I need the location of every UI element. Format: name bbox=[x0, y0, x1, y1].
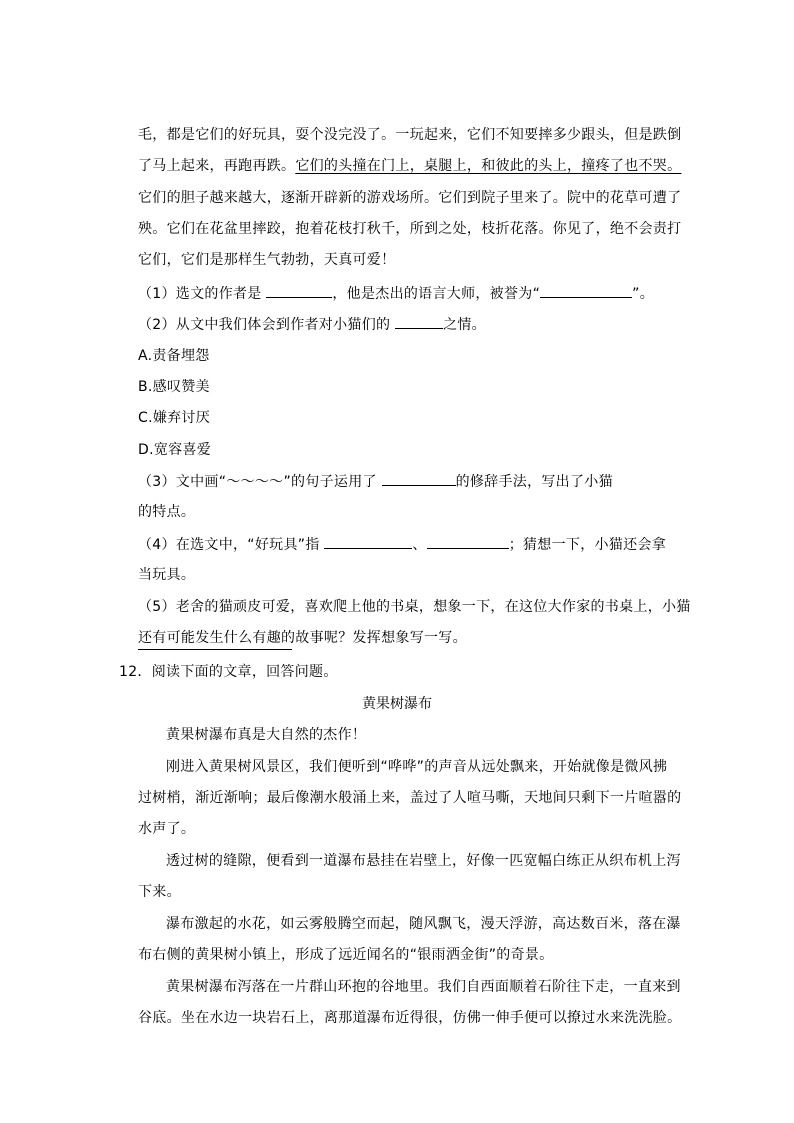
q3-text: （3）文中画“～～～～”的句子运用了 bbox=[138, 474, 377, 490]
q1-author-blank[interactable] bbox=[266, 283, 332, 298]
article-paragraph: 瀑布激起的水花，如云雾般腾空而起，随风飘飞，漫天浮游，高达数百米，落在瀑 bbox=[166, 916, 681, 932]
question-12-prompt: 12．阅读下面的文章，回答问题。 bbox=[119, 664, 338, 680]
q1-title-blank[interactable] bbox=[540, 283, 632, 298]
q2-text: 之情。 bbox=[443, 317, 486, 333]
article-paragraph: 黄果树瀑布真是大自然的杰作！ bbox=[166, 727, 367, 743]
answer-line[interactable] bbox=[138, 649, 292, 650]
passage-line bbox=[138, 156, 682, 176]
q1-text: ”。 bbox=[632, 286, 654, 302]
article-paragraph-line: 过树梢，渐近渐响；最后像潮水般涌上来，盖过了人喧马嘶，天地间只剩下一片喧嚣的 bbox=[138, 790, 682, 806]
option-b[interactable]: B.感叹赞美 bbox=[138, 379, 210, 395]
q2-blank[interactable] bbox=[395, 314, 443, 329]
q3-text: 的修辞手法，写出了小猫 bbox=[455, 474, 613, 490]
wavy-underlined-sentence: 它们的头撞在门上，桌腿上，和彼此的头上，撞疼了也不哭。 bbox=[295, 158, 682, 174]
passage-line: 它们的胆子越来越大，逐渐开辟新的游戏场所。它们到院子里来了。院中的花草可遭了 bbox=[138, 190, 682, 206]
article-paragraph-line: 下来。 bbox=[138, 884, 181, 900]
question-4-cont: 当玩具。 bbox=[138, 567, 196, 583]
article-paragraph-line: 谷底。坐在水边一块岩石上，离那道瀑布近得很，仿佛一伸手便可以撩过水来洗洗脸。 bbox=[138, 1010, 682, 1026]
article-paragraph-line: 布右侧的黄果树小镇上，形成了远近闻名的“银雨洒金街”的奇景。 bbox=[138, 947, 554, 963]
q4-text: （4）在选文中，“好玩具”指 bbox=[138, 537, 320, 553]
question-2 bbox=[138, 314, 678, 335]
question-3 bbox=[138, 471, 678, 492]
q1-text: ，他是杰出的语言大师，被誉为“ bbox=[332, 286, 541, 302]
question-3-cont: 的特点。 bbox=[138, 504, 196, 520]
article-paragraph: 刚进入黄果树风景区，我们便听到“哗哗”的声音从远处飘来，开始就像是微风拂 bbox=[166, 759, 668, 775]
option-d[interactable]: D.宽容喜爱 bbox=[138, 442, 212, 458]
q1-text: （1）选文的作者是 bbox=[138, 286, 262, 302]
question-1 bbox=[138, 283, 678, 304]
article-title: 黄果树瀑布 bbox=[362, 696, 432, 712]
question-4 bbox=[138, 534, 678, 555]
passage-line: 毛，都是它们的好玩具，耍个没完没了。一玩起来，它们不知要摔多少跟头，但是跌倒 bbox=[138, 127, 682, 143]
article-paragraph: 透过树的缝隙，便看到一道瀑布悬挂在岩壁上，好像一匹宽幅白练正从织布机上泻 bbox=[166, 853, 681, 869]
q4-text: 、 bbox=[412, 537, 427, 553]
article-paragraph: 黄果树瀑布泻落在一片群山环抱的谷地里。我们自西面顺着石阶往下走，一直来到 bbox=[166, 979, 681, 995]
passage-line: 它们，它们是那样生气勃勃，天真可爱！ bbox=[138, 252, 396, 268]
passage-line: 殃。它们在花盆里摔跤，抱着花枝打秋千，所到之处，枝折花落。你见了，绝不会责打 bbox=[138, 221, 682, 237]
option-a[interactable]: A.责备埋怨 bbox=[138, 348, 210, 364]
article-paragraph-line: 水声了。 bbox=[138, 821, 196, 837]
q4-blank-1[interactable] bbox=[324, 534, 412, 549]
q4-blank-2[interactable] bbox=[427, 534, 509, 549]
question-5: （5）老舍的猫顽皮可爱，喜欢爬上他的书桌，想象一下，在这位大作家的书桌上，小猫 bbox=[138, 599, 691, 615]
q4-text: ；猜想一下，小猫还会拿 bbox=[508, 537, 667, 553]
q2-text: （2）从文中我们体会到作者对小猫们的 bbox=[138, 317, 391, 333]
q3-blank[interactable] bbox=[382, 471, 456, 486]
passage-text: 了马上起来，再跑再跌。 bbox=[138, 158, 296, 174]
question-5-cont: 还有可能发生什么有趣的故事呢？发挥想象写一写。 bbox=[138, 630, 467, 646]
option-c[interactable]: C.嫌弃讨厌 bbox=[138, 410, 211, 426]
